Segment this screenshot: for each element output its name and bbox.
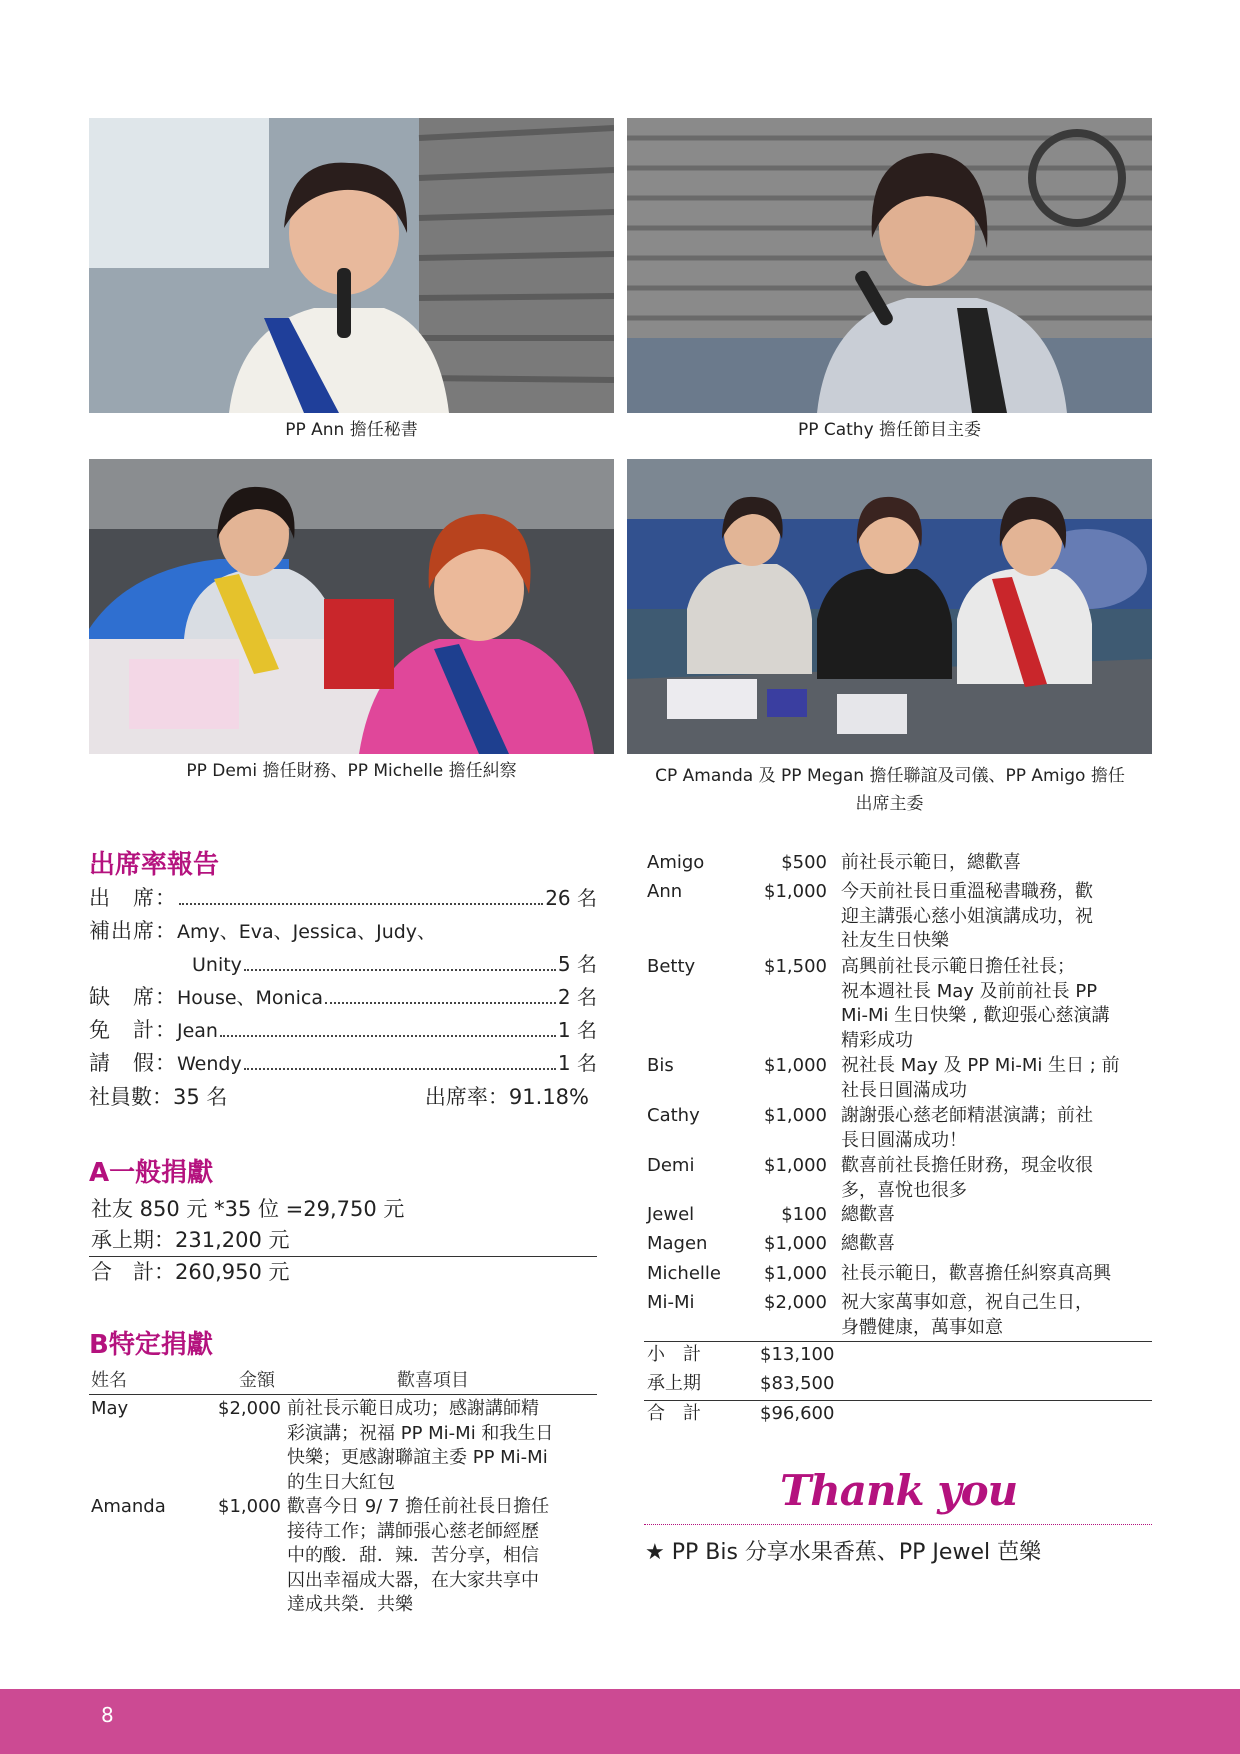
donation-row <box>647 955 1152 1053</box>
donation-row <box>647 1154 1152 1204</box>
donor-name: Demi <box>647 1155 695 1176</box>
note-line: 的生日大紅包 <box>287 1471 395 1493</box>
donor-name: Ann <box>647 881 683 902</box>
note-line: 總歡喜 <box>841 1233 895 1254</box>
donation-row <box>647 1262 1152 1288</box>
divider <box>644 1341 1152 1342</box>
photo-pp-demi-michelle <box>89 459 614 754</box>
photo-pp-ann <box>89 118 614 413</box>
donation-note <box>841 851 1152 876</box>
attendance-leave-row <box>89 1047 597 1080</box>
photo-pp-cathy <box>627 118 1152 413</box>
subtotal-row <box>647 1343 1152 1371</box>
header-amount: 金額 <box>239 1370 275 1391</box>
donation-note <box>841 1203 1152 1228</box>
leader-dots <box>220 1035 556 1037</box>
note-line: 彩演講；祝福 PP Mi-Mi 和我生日 <box>287 1422 554 1444</box>
attendance-summary-row <box>89 1081 597 1114</box>
donation-note <box>841 880 1152 954</box>
divider <box>89 1394 597 1395</box>
donation-amount: $500 <box>781 852 827 873</box>
donor-name: May <box>91 1398 129 1419</box>
attendance-names: House、Monica <box>177 987 323 1009</box>
attendance-label: 請 假： <box>89 1051 177 1075</box>
donation-note <box>841 1232 1152 1257</box>
donation-note <box>287 1397 597 1495</box>
note-line: 多，喜悅也很多 <box>841 1179 967 1201</box>
attendance-makeup-row-2 <box>192 948 597 981</box>
footer-bar <box>0 1689 1240 1754</box>
donation-note <box>841 955 1152 1053</box>
donation-row <box>647 1104 1152 1154</box>
photo-caption: PP Demi 擔任財務、PP Michelle 擔任糾察 <box>186 761 517 781</box>
thank-you-rule <box>644 1524 1152 1525</box>
donor-name: Amanda <box>91 1496 166 1517</box>
attendance-count: 5 名 <box>557 952 597 976</box>
attendance-count: 1 名 <box>557 1051 597 1075</box>
donation-amount: $1,000 <box>764 1263 827 1284</box>
subtotal-label: 小 計 <box>647 1344 701 1365</box>
note-line: Mi-Mi 生日快樂 , 歡迎張心慈演講 <box>841 1005 1110 1026</box>
note-line: 長日圓滿成功！ <box>841 1129 967 1151</box>
attendance-names: Unity <box>192 954 242 976</box>
donation-row <box>647 1054 1152 1104</box>
attendance-names: Jean <box>177 1020 218 1042</box>
donation-note <box>287 1495 597 1618</box>
donation-amount: $1,000 <box>764 1105 827 1126</box>
donation-note <box>841 1291 1152 1340</box>
page-number: 8 <box>101 1703 114 1727</box>
donation-amount: $1,000 <box>764 1233 827 1254</box>
donation-note <box>841 1054 1152 1103</box>
donation-amount: $1,000 <box>764 1155 827 1176</box>
photo-caption-line-2: 出席主委 <box>855 794 924 814</box>
attendance-makeup-row <box>89 915 597 948</box>
note-line: 達成共榮．共樂 <box>287 1594 413 1615</box>
divider <box>644 1400 1152 1401</box>
attendance-rate: 出席率：91.18% <box>424 1085 589 1109</box>
note-line: 迎主講張心慈小姐演講成功，祝 <box>841 905 1093 927</box>
donation-note <box>841 1262 1152 1287</box>
donation-amount: $1,000 <box>218 1496 281 1517</box>
note-line: 快樂；更感謝聯誼主委 PP Mi-Mi <box>287 1447 548 1468</box>
note-line: 今天前社長日重溫秘書職務，歡 <box>841 881 1093 902</box>
note-line: 精彩成功 <box>841 1029 913 1051</box>
attendance-label: 免 計： <box>89 1018 177 1042</box>
note-line: 祝大家萬事如意，祝自己生日， <box>841 1292 1093 1313</box>
leader-dots <box>325 1002 556 1004</box>
note-line: 社長日圓滿成功 <box>841 1079 967 1101</box>
attendance-label: 缺 席： <box>89 985 177 1009</box>
specific-donation-header <box>91 1366 597 1394</box>
donation-amount: $2,000 <box>218 1398 281 1419</box>
donation-note <box>841 1154 1152 1203</box>
attendance-count: 2 名 <box>557 985 597 1009</box>
donor-name: Magen <box>647 1233 708 1254</box>
note-line: 中的酸．甜．辣．苦分享，相信 <box>287 1545 539 1566</box>
note-line: 前社長示範日成功；感謝講師精 <box>287 1398 539 1419</box>
donation-row <box>647 1203 1152 1229</box>
note-line: 社長示範日，歡喜擔任糾察真高興 <box>841 1263 1111 1284</box>
donation-row <box>91 1495 597 1620</box>
leader-dots <box>244 1068 556 1070</box>
header-name: 姓名 <box>91 1370 127 1391</box>
thank-you-script: Thank you <box>780 1466 1018 1515</box>
note-line: 祝社長 May 及 PP Mi-Mi 生日 ; 前 <box>841 1055 1120 1076</box>
attendance-label: 出 席： <box>89 886 177 910</box>
note-line: 高興前社長示範日擔任社長； <box>841 956 1075 977</box>
photo-caption-line-1: CP Amanda 及 PP Megan 擔任聯誼及司儀、PP Amigo 擔任 <box>655 766 1125 786</box>
photo-caption: PP Ann 擔任秘書 <box>285 420 418 440</box>
donation-note <box>841 1104 1152 1153</box>
donor-name: Betty <box>647 956 696 977</box>
attendance-count: 26 名 <box>545 886 597 910</box>
donor-name: Bis <box>647 1055 674 1076</box>
total-row <box>647 1402 1152 1430</box>
member-count: 社員數：35 名 <box>89 1085 228 1109</box>
note-line: 接待工作；講師張心慈老師經歷 <box>287 1520 539 1542</box>
general-donation-line: 承上期：231,200 元 <box>91 1228 290 1252</box>
attendance-count: 1 名 <box>557 1018 597 1042</box>
specific-donation-title: B特定捐獻 <box>89 1330 213 1360</box>
attendance-absent-row <box>89 981 597 1014</box>
leader-dots <box>244 969 556 971</box>
photo-cp-amanda-megan-amigo <box>627 459 1152 754</box>
previous-value: $83,500 <box>760 1373 835 1394</box>
attendance-names: Wendy <box>177 1053 242 1075</box>
donation-row <box>647 880 1152 954</box>
note-line: 謝謝張心慈老師精湛演講；前社 <box>841 1105 1093 1126</box>
attendance-exempt-row <box>89 1014 597 1047</box>
subtotal-value: $13,100 <box>760 1344 835 1365</box>
total-value: $96,600 <box>760 1403 835 1424</box>
fruit-note: ★ PP Bis 分享水果香蕉、PP Jewel 芭樂 <box>645 1540 1042 1565</box>
donation-amount: $2,000 <box>764 1292 827 1313</box>
donation-amount: $1,000 <box>764 881 827 902</box>
donation-row <box>91 1397 597 1497</box>
general-donation-total: 合 計：260,950 元 <box>91 1260 290 1284</box>
previous-row <box>647 1372 1152 1400</box>
donation-amount: $1,000 <box>764 1055 827 1076</box>
attendance-present-row <box>89 882 597 915</box>
note-line: 社友生日快樂 <box>841 930 949 951</box>
general-donation-title: A一般捐獻 <box>89 1158 214 1188</box>
donor-name: Amigo <box>647 852 705 873</box>
donation-amount: $100 <box>781 1204 827 1225</box>
header-item: 歡喜項目 <box>397 1370 469 1391</box>
photo-caption: PP Cathy 擔任節目主委 <box>797 420 982 440</box>
previous-label: 承上期 <box>647 1373 701 1394</box>
note-line: 前社長示範日，總歡喜 <box>841 852 1021 873</box>
total-label: 合 計 <box>647 1403 701 1424</box>
note-line: 囚出幸福成大器，在大家共享中 <box>287 1569 539 1591</box>
general-donation-line: 社友 850 元 *35 位 =29,750 元 <box>91 1197 405 1221</box>
donation-row <box>647 1232 1152 1258</box>
leader-dots <box>179 903 543 905</box>
donation-row <box>647 851 1152 877</box>
note-line: 歡喜前社長擔任財務，現金收很 <box>841 1155 1093 1176</box>
attendance-names: Amy、Eva、Jessica、Judy、 <box>177 921 437 943</box>
donor-name: Jewel <box>647 1204 695 1225</box>
donation-amount: $1,500 <box>764 956 827 977</box>
donor-name: Mi-Mi <box>647 1292 695 1313</box>
attendance-title: 出席率報告 <box>89 850 220 880</box>
note-line: 祝本週社長 May 及前前社長 PP <box>841 980 1098 1002</box>
donor-name: Michelle <box>647 1263 721 1284</box>
note-line: 身體健康，萬事如意 <box>841 1316 1003 1338</box>
note-line: 歡喜今日 9/ 7 擔任前社長日擔任 <box>287 1496 550 1517</box>
note-line: 總歡喜 <box>841 1204 895 1225</box>
attendance-label: 補出席： <box>89 919 177 943</box>
donor-name: Cathy <box>647 1105 700 1126</box>
donation-row <box>647 1291 1152 1341</box>
